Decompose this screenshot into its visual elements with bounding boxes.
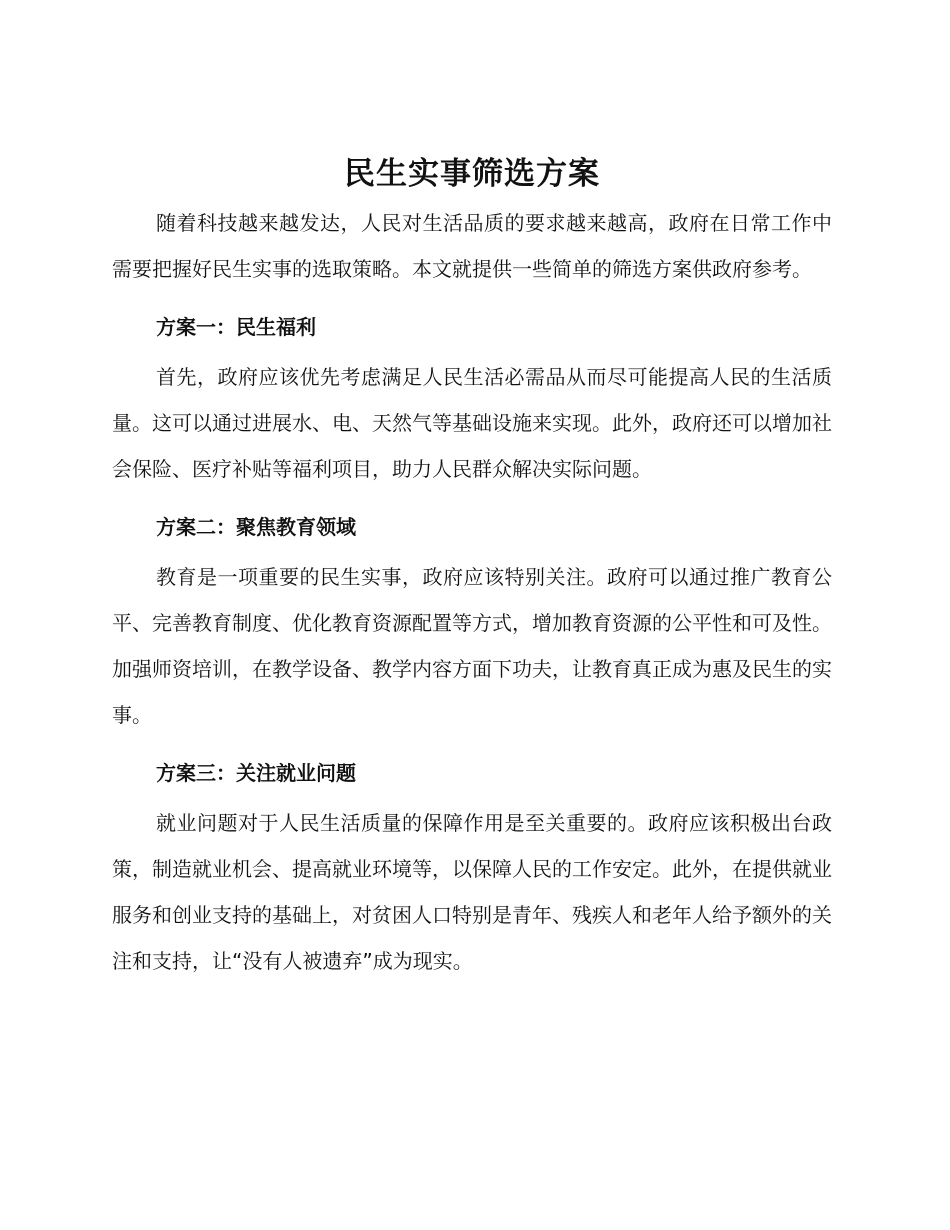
document-title: 民生实事筛选方案 [344, 156, 600, 192]
section-heading-3: 方案三：关注就业问题 [156, 761, 356, 785]
section-body-2: 教育是一项重要的民生实事，政府应该特别关注。政府可以通过推广教育公平、完善教育制度、优化教育资源配置等方式，增加教育资源的公平性和可及性。加强师资培训，在教学设备、教学内容方面下功夫，让教育真正成为惠及民生的实事。 [112, 565, 832, 727]
section-body-1: 首先，政府应该优先考虑满足人民生活必需品从而尽可能提高人民的生活质量。这可以通过进展水、电、天然气等基础设施来实现。此外，政府还可以增加社会保险、医疗补贴等福利项目，助力人民群众解决实际问题。 [112, 365, 832, 481]
section-body-3: 就业问题对于人民生活质量的保障作用是至关重要的。政府应该积极出台政策，制造就业机会、提高就业环境等，以保障人民的工作安定。此外，在提供就业服务和创业支持的基础上，对贫困人口特别是青年、残疾人和老年人给予额外的关注和支持，让“没有人被遗弃”成为现实。 [112, 811, 832, 973]
document-content [112, 148, 832, 984]
intro-paragraph: 随着科技越来越发达，人民对生活品质的要求越来越高，政府在日常工作中需要把握好民生实事的选取策略。本文就提供一些简单的筛选方案供政府参考。 [112, 211, 832, 281]
section-heading-1: 方案一：民生福利 [156, 315, 316, 339]
section-heading-2: 方案二：聚焦教育领域 [156, 515, 356, 539]
